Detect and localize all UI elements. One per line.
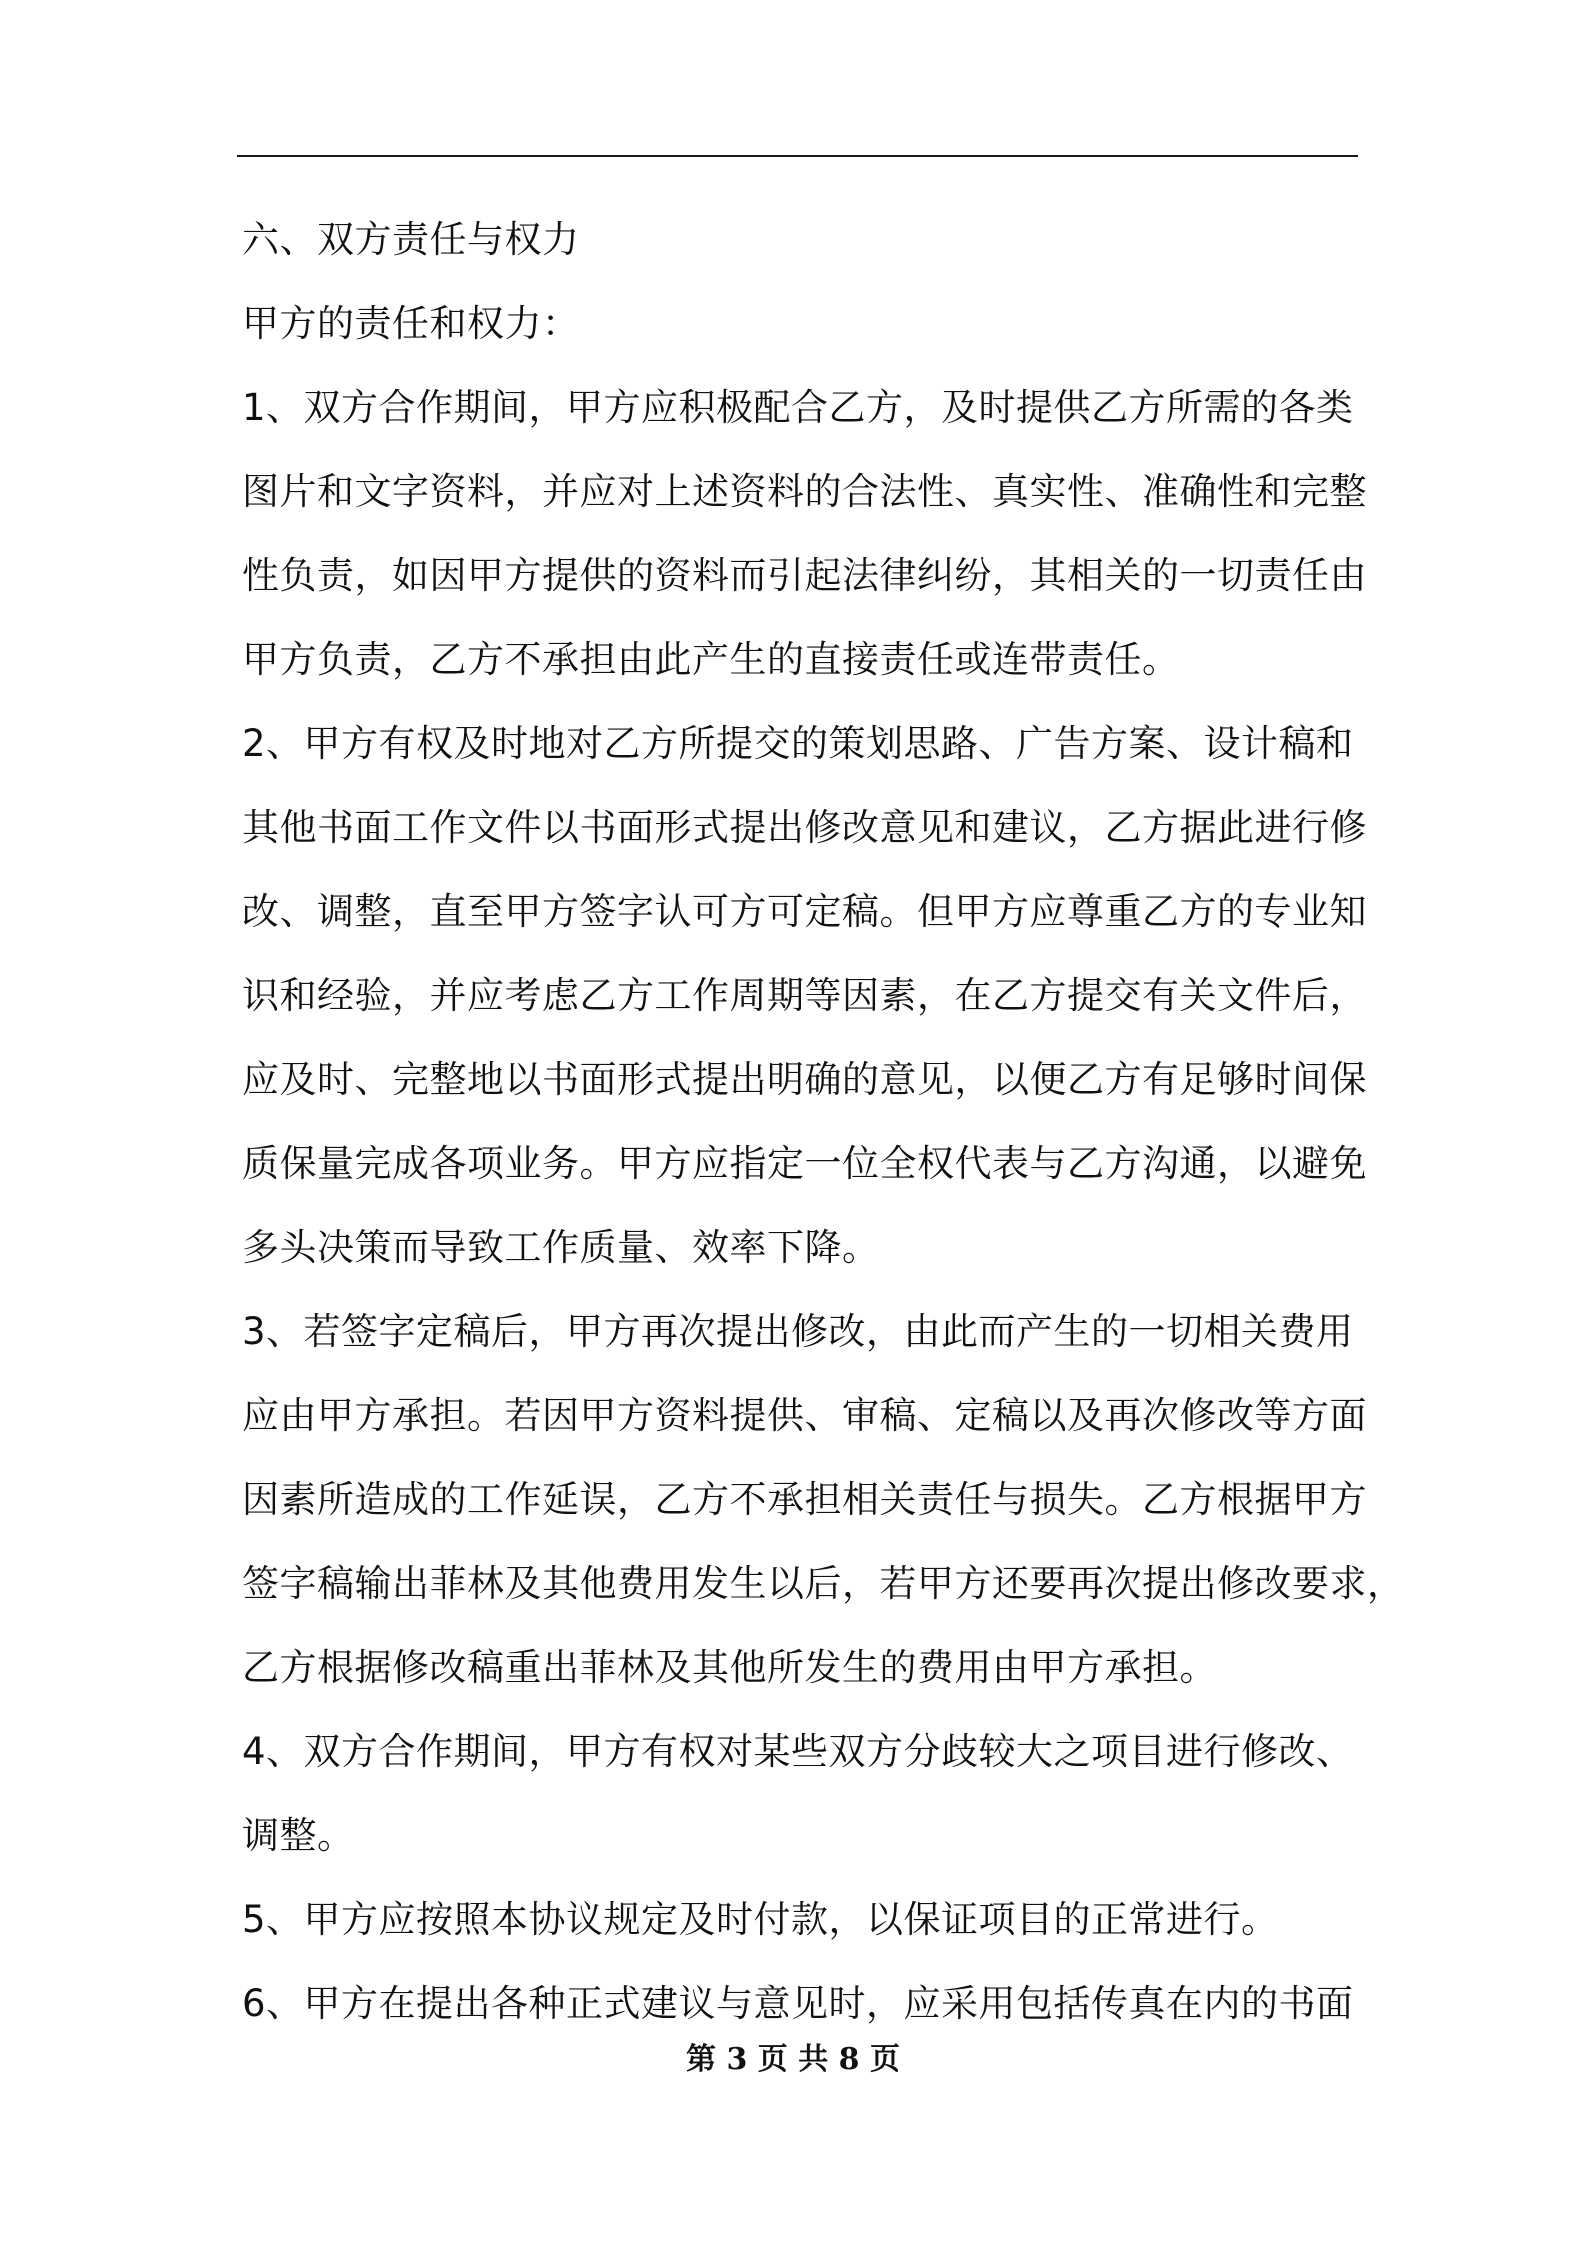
- text-line: 调整。: [242, 1814, 355, 1857]
- text-line: 4、双方合作期间，甲方有权对某些双方分歧较大之项目进行修改、: [242, 1730, 1354, 1773]
- text-line: 5、甲方应按照本协议规定及时付款，以保证项目的正常进行。: [242, 1898, 1279, 1941]
- text-line: 甲方负责，乙方不承担由此产生的直接责任或连带责任。: [242, 638, 1180, 681]
- text-line: 应由甲方承担。若因甲方资料提供、审稿、定稿以及再次修改等方面: [242, 1394, 1367, 1437]
- text-line: 识和经验，并应考虑乙方工作周期等因素，在乙方提交有关文件后，: [242, 974, 1367, 1017]
- page-number-footer: 第 3 页 共 8 页: [686, 2042, 900, 2077]
- text-line: 图片和文字资料，并应对上述资料的合法性、真实性、准确性和完整: [242, 470, 1367, 513]
- section-subheading: 甲方的责任和权力：: [242, 302, 580, 345]
- text-line: 2、甲方有权及时地对乙方所提交的策划思路、广告方案、设计稿和: [242, 722, 1354, 765]
- section-heading: 六、双方责任与权力: [242, 218, 580, 261]
- header-rule: [237, 155, 1358, 157]
- text-line: 应及时、完整地以书面形式提出明确的意见，以便乙方有足够时间保: [242, 1058, 1367, 1101]
- text-line: 质保量完成各项业务。甲方应指定一位全权代表与乙方沟通，以避免: [242, 1142, 1367, 1185]
- text-line: 3、若签字定稿后，甲方再次提出修改，由此而产生的一切相关费用: [242, 1310, 1354, 1353]
- text-line: 6、甲方在提出各种正式建议与意见时，应采用包括传真在内的书面: [242, 1982, 1354, 2025]
- text-line: 其他书面工作文件以书面形式提出修改意见和建议，乙方据此进行修: [242, 806, 1367, 849]
- text-line: 改、调整，直至甲方签字认可方可定稿。但甲方应尊重乙方的专业知: [242, 890, 1367, 933]
- text-line: 乙方根据修改稿重出菲林及其他所发生的费用由甲方承担。: [242, 1646, 1217, 1689]
- text-line: 1、双方合作期间，甲方应积极配合乙方，及时提供乙方所需的各类: [242, 386, 1354, 429]
- text-line: 多头决策而导致工作质量、效率下降。: [242, 1226, 880, 1269]
- text-line: 性负责，如因甲方提供的资料而引起法律纠纷，其相关的一切责任由: [242, 554, 1367, 597]
- text-line: 签字稿输出菲林及其他费用发生以后，若甲方还要再次提出修改要求，: [242, 1562, 1405, 1605]
- text-line: 因素所造成的工作延误，乙方不承担相关责任与损失。乙方根据甲方: [242, 1478, 1367, 1521]
- document-body: [242, 198, 1405, 2046]
